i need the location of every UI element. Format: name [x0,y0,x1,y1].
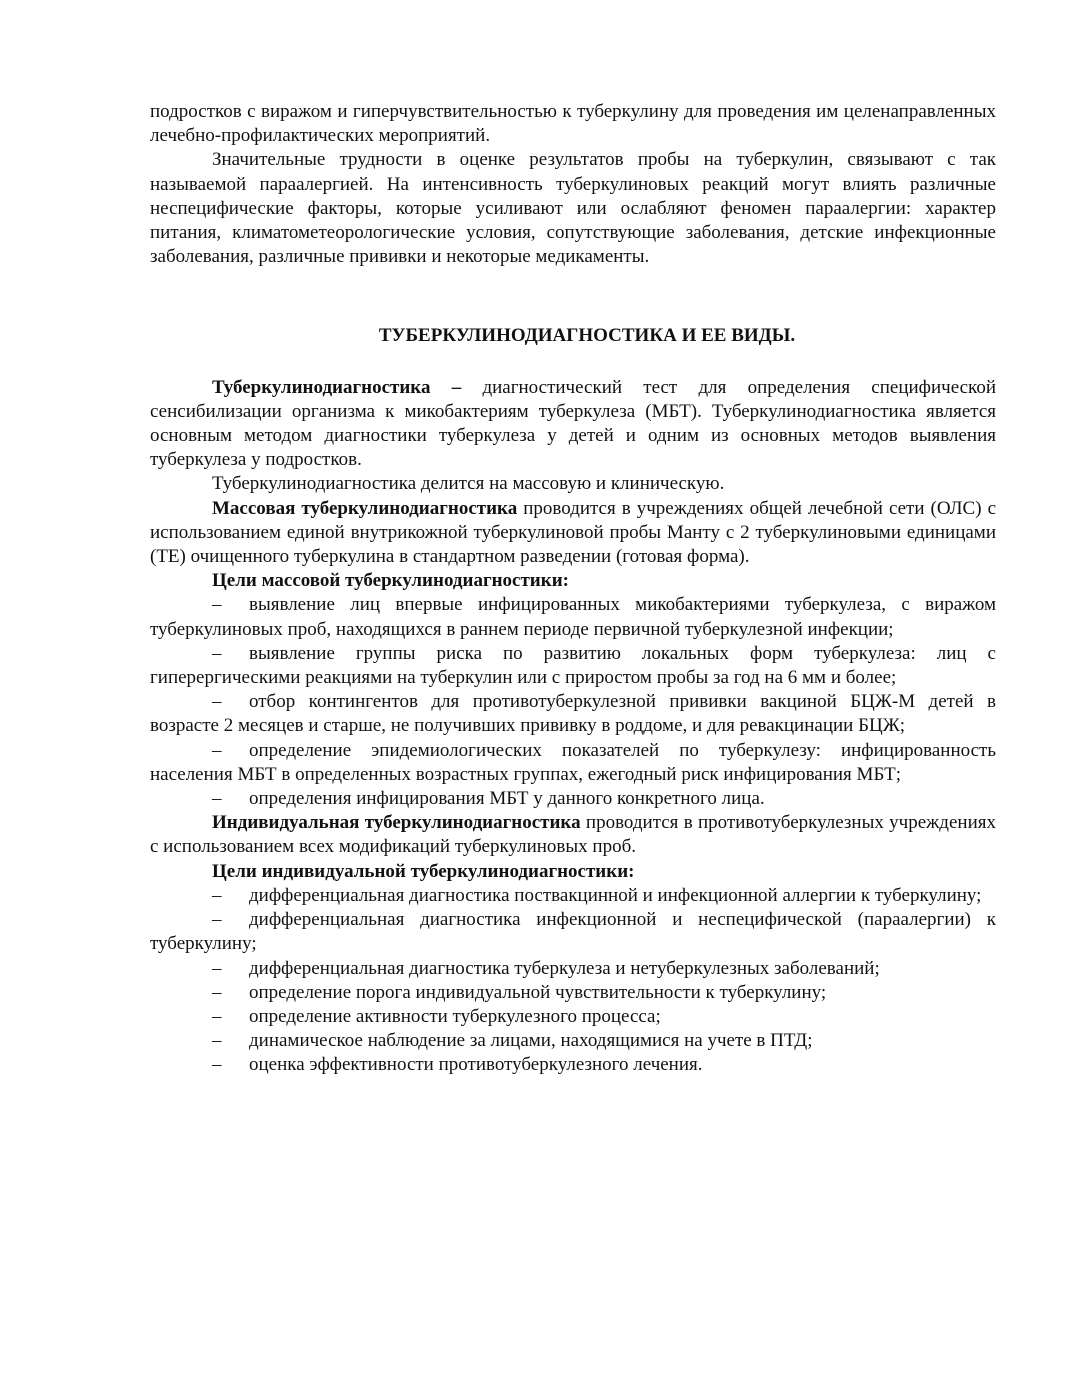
individual-goal-item: – дифференциальная диагностика поствакцинной и инфекционной аллергии к туберкулину; [150,884,996,908]
individual-term: Индивидуальная туберкулинодиагностика [212,812,581,834]
mass-term: Массовая туберкулинодиагностика [212,497,518,519]
dash-marker: – [212,957,222,979]
individual-goal-item: – оценка эффективности противотуберкулезного лечения. [150,1053,996,1077]
dash-marker: – [212,884,222,906]
individual-goals-heading: Цели индивидуальной туберкулинодиагностики: [212,860,635,882]
individual-text: проводится в противотуберкулезных учреждениях с использованием всех модификаций туберкулиновых проб. [150,812,996,858]
dash-marker: – [212,1030,222,1052]
individual-goal-item: – определение порога индивидуальной чувствительности к туберкулину; [150,981,996,1005]
definition-term: Туберкулинодиагностика – [212,376,462,398]
mass-paragraph [150,497,996,570]
dash-marker: – [212,642,222,664]
dash-marker: – [212,594,222,616]
individual-goal-item: – определение активности туберкулезного процесса; [150,1005,996,1029]
mass-goal-item: – отбор контингентов для противотуберкулезной прививки вакциной БЦЖ-М детей в возрасте 2 месяцев и старше, не получивших прививку в роддоме, и для ревакцинации БЦЖ; [150,691,996,737]
dash-marker: – [212,981,222,1003]
section-heading: ТУБЕРКУЛИНОДИАГНОСТИКА И ЕЕ ВИДЫ. [378,325,796,347]
dash-marker: – [212,788,222,810]
individual-goal-item: – динамическое наблюдение за лицами, находящимися на учете в ПТД; [150,1029,996,1053]
document-page [150,100,996,1078]
definition-paragraph [150,376,996,473]
dash-marker: – [212,739,222,761]
mass-goal-item: – определение эпидемиологических показателей по туберкулезу: инфицированность населения МБТ в определенных возрастных группах, ежегодный риск инфицирования МБТ; [150,739,996,785]
dash-marker: – [212,691,222,713]
definition-text: диагностический тест для определения специфической сенсибилизации организма к микобактериям туберкулеза (МБТ). Туберкулинодиагностика является основным методом диагностики туберкулеза у детей и одним из основных методов выявления туберкулеза у подростков. [150,376,996,471]
paraallergy-paragraph: Значительные трудности в оценке результатов пробы на туберкулин, связывают с так называемой параалергией. На интенсивность туберкулиновых реакций могут влиять различные неспецифические факторы, которые усиливают или ослабляют феномен параалергии: характер питания, климатометеорологические условия, сопутствующие заболевания, детские инфекционные заболевания, различные прививки и некоторые медикаменты. [150,149,996,268]
mass-text: проводится в учреждениях общей лечебной сети (ОЛС) с использованием единой внутрикожной туберкулиновой пробы Манту с 2 туберкулиновыми единицами (ТЕ) очищенного туберкулина в стандартном разведении (готовая форма). [150,497,997,568]
mass-goal-item: – выявление группы риска по развитию локальных форм туберкулеза: лиц с гиперергическими реакциями на туберкулин или с приростом пробы за год на 6 мм и более; [150,642,996,689]
mass-goals-heading: Цели массовой туберкулинодиагностики: [212,570,569,592]
dash-marker: – [212,1054,222,1076]
dash-marker: – [212,1005,222,1027]
mass-goal-item: – выявление лиц впервые инфицированных микобактериями туберкулеза, с виражом туберкулиновых проб, находящихся в раннем периоде первичной туберкулезной инфекции; [150,594,996,640]
mass-goal-item: – определения инфицирования МБТ у данного конкретного лица. [150,787,996,811]
individual-goal-item: – дифференциальная диагностика инфекционной и неспецифической (параалергии) к туберкулину; [150,909,996,955]
division-paragraph: Туберкулинодиагностика делится на массовую и клиническую. [212,473,725,495]
intro-continuation-paragraph: подростков с виражом и гиперчувствительностью к туберкулину для проведения им целенаправленных лечебно-профилактических мероприятий. [150,101,996,147]
dash-marker: – [212,909,222,931]
individual-paragraph [150,811,996,859]
individual-goal-item: – дифференциальная диагностика туберкулеза и нетуберкулезных заболеваний; [150,957,996,981]
